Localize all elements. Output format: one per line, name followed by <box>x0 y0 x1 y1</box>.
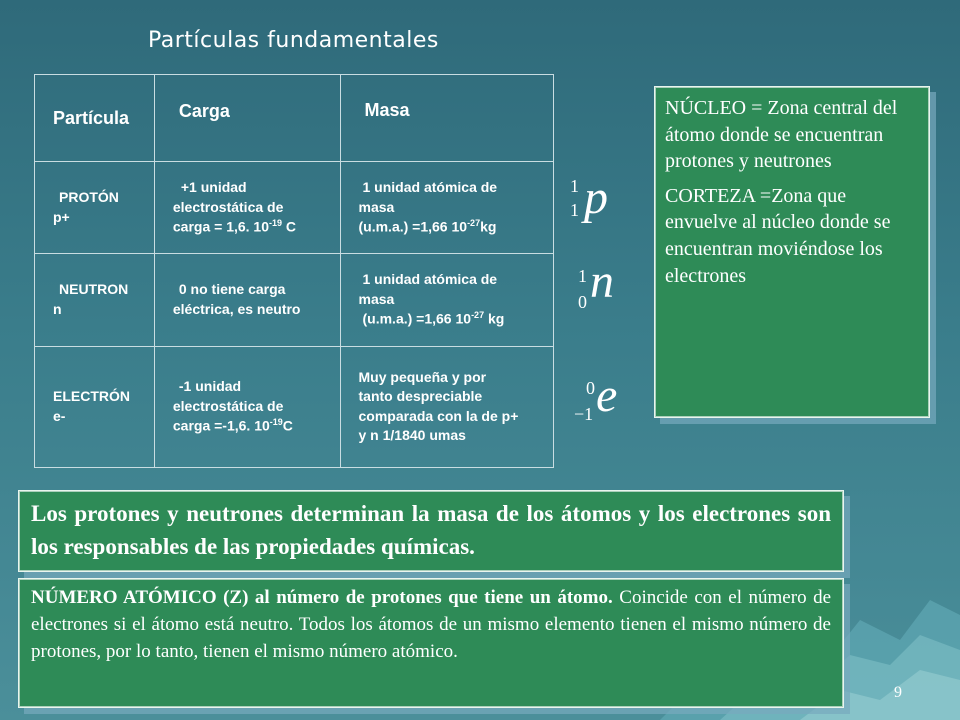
proton-notation <box>562 170 642 230</box>
neutron-mass-l1: 1 unidad atómica de <box>362 271 498 288</box>
neutron-mass-number: 1 <box>578 266 587 286</box>
electron-name-line1: ELECTRÓN <box>53 388 130 405</box>
table-header-row <box>35 75 554 162</box>
neutron-charge <box>154 254 340 346</box>
neutron-charge-l1: 0 no tiene carga <box>178 281 286 298</box>
proton-atomic-number: 1 <box>570 200 579 220</box>
electron-notation <box>570 369 650 438</box>
atomic-number-box <box>18 578 844 708</box>
proton-name-line2: p+ <box>53 208 70 225</box>
proton-mass <box>340 162 554 254</box>
electron-charge <box>154 346 340 467</box>
table-row <box>35 346 554 467</box>
proton-charge <box>154 162 340 254</box>
neutron-name-line2: n <box>53 301 62 318</box>
proton-charge-l1: +1 unidad <box>180 178 247 195</box>
proton-mass-number: 1 <box>570 176 579 196</box>
electron-mass <box>340 346 554 467</box>
proton-mass-l3: (u.m.a.) =1,66 $10^{-27}kg$ <box>358 218 497 235</box>
proton-mass-l2: masa <box>358 198 395 215</box>
electron-name <box>35 346 155 467</box>
electron-charge-l3: carga =-1,6. $10^{-19}C$ <box>172 417 293 434</box>
neutron-atomic-number: 0 <box>578 292 587 312</box>
neutron-mass-l2: masa <box>358 290 395 307</box>
proton-name <box>35 162 155 254</box>
neutron-symbol: n <box>590 255 614 308</box>
electron-mass-number: 0 <box>586 378 595 398</box>
header-carga: Carga <box>154 75 340 162</box>
mass-properties-box: Los protones y neutrones determinan la masa de los átomos y los electrones son los responsables de las propiedades químicas. <box>18 490 844 572</box>
electron-name-line2: e- <box>53 407 66 424</box>
atomic-number-lead: NÚMERO ATÓMICO (Z) al número de protones que tiene un átomo. <box>31 587 613 608</box>
electron-charge-l2: electrostática de <box>172 397 284 414</box>
particles-table <box>34 74 554 468</box>
neutron-mass <box>340 254 554 346</box>
neutron-name-line1: NEUTRON <box>59 281 129 298</box>
slide-title: Partículas fundamentales <box>148 28 439 53</box>
neutron-notation <box>568 255 648 320</box>
proton-mass-l1: 1 unidad atómica de <box>362 178 498 195</box>
nucleo-definition: NÚCLEO = Zona central del átomo donde se encuentran protones y neutrones <box>665 97 898 173</box>
electron-atomic-number: −1 <box>574 404 594 424</box>
electron-mass-l1: Muy pequeña y por <box>358 368 487 385</box>
proton-symbol: p <box>584 171 608 224</box>
proton-charge-l3: carga = 1,6. $10^{-19}$ C <box>172 218 297 235</box>
neutron-charge-l2: eléctrica, es neutro <box>172 301 301 318</box>
electron-mass-l3: comparada con la de p+ <box>358 407 519 424</box>
page-number: 9 <box>894 684 902 701</box>
neutron-name <box>35 254 155 346</box>
table-row <box>35 162 554 254</box>
proton-charge-l2: electrostática de <box>172 198 284 215</box>
electron-charge-l1: -1 unidad <box>178 378 242 395</box>
table-row <box>35 254 554 346</box>
neutron-mass-l3: (u.m.a.) =1,66 $10^{-27}$ kg <box>362 310 505 328</box>
electron-mass-l2: tanto despreciable <box>358 388 483 405</box>
atomic-number-rest: Coincide con el número de electrones si el átomo está neutro. Todos los átomos de un mismo elemento tienen el mismo número de protones, por lo tanto, tienen el mismo número atómico. <box>31 587 832 662</box>
corteza-definition: CORTEZA =Zona que envuelve al núcleo donde se encuentran moviéndose los electrones <box>665 184 891 287</box>
electron-mass-l4: y n 1/1840 umas <box>358 427 466 444</box>
nucleo-corteza-box <box>654 86 930 418</box>
proton-name-line1: PROTÓN <box>59 189 119 206</box>
electron-symbol: e <box>596 369 618 422</box>
header-particula: Partícula <box>35 75 155 162</box>
header-masa: Masa <box>340 75 554 162</box>
